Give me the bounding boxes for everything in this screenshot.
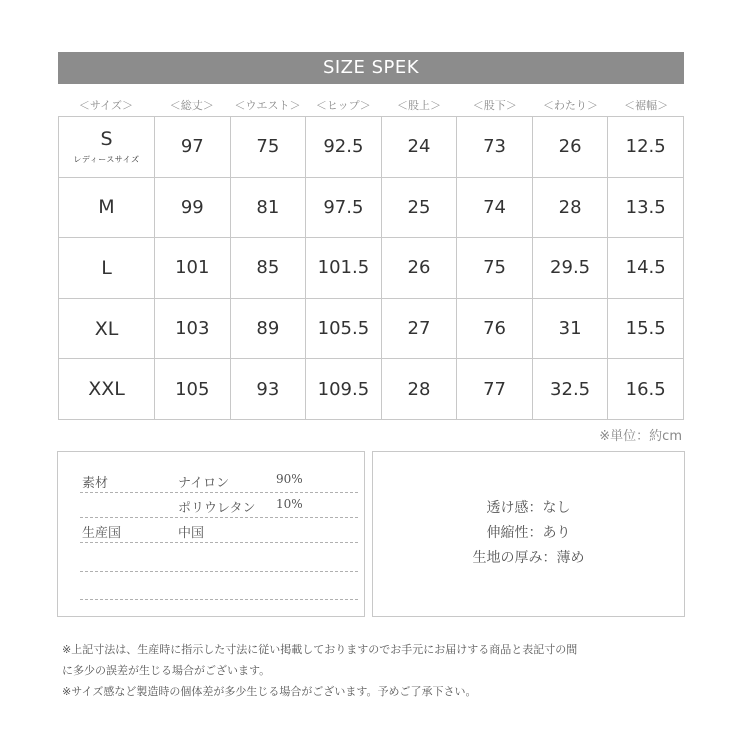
size-sub-label: レディースサイズ	[73, 155, 140, 165]
table-cell: 13.5	[608, 177, 684, 238]
size-cell: XXL	[59, 359, 155, 420]
table-row	[59, 238, 684, 299]
table-cell: 81	[230, 177, 306, 238]
table-cell: 75	[457, 238, 533, 299]
header-thigh: ＜わたり＞	[542, 99, 598, 112]
material-box	[57, 451, 365, 617]
table-cell: 101.5	[306, 238, 382, 299]
table-cell: 97.5	[306, 177, 382, 238]
material-nylon-pct: 90%	[276, 472, 303, 486]
table-cell: 31	[532, 298, 608, 359]
material-row	[80, 470, 358, 493]
header-inseam: ＜股下＞	[472, 99, 517, 112]
material-nylon: ナイロン	[178, 476, 230, 491]
size-cell: M	[59, 177, 155, 238]
header-size: ＜サイズ＞	[78, 99, 134, 112]
table-cell: 28	[532, 177, 608, 238]
size-spec-title: SIZE SPEK	[58, 52, 684, 84]
table-cell: 26	[381, 238, 457, 299]
table-cell: 75	[230, 117, 306, 178]
material-label: 素材	[82, 476, 109, 491]
footnotes	[62, 639, 702, 702]
unit-note: ※単位：約cm	[599, 429, 682, 444]
table-cell: 27	[381, 298, 457, 359]
table-cell: 109.5	[306, 359, 382, 420]
origin-label: 生産国	[82, 526, 122, 541]
table-row	[59, 177, 684, 238]
header-hem-width: ＜裾幅＞	[624, 99, 669, 112]
material-polyurethane-pct: 10%	[276, 497, 303, 511]
table-row	[59, 359, 684, 420]
table-cell: 16.5	[608, 359, 684, 420]
transparency-text: 透け感：なし	[486, 500, 571, 516]
size-table	[58, 116, 684, 420]
table-cell: 89	[230, 298, 306, 359]
table-cell: 25	[381, 177, 457, 238]
table-cell: 12.5	[608, 117, 684, 178]
fabric-feel-lines	[373, 496, 684, 571]
table-row	[59, 298, 684, 359]
table-cell: 92.5	[306, 117, 382, 178]
table-cell: 28	[381, 359, 457, 420]
footnote-line: ※上記寸法は、生産時に指示した寸法に従い掲載しておりますのでお手元にお届けする商品と表記寸の間	[62, 643, 578, 656]
table-cell: 15.5	[608, 298, 684, 359]
fabric-feel-box	[372, 451, 685, 617]
size-cell	[59, 117, 155, 178]
footnote-line: ※サイズ感など製造時の個体差が多少生じる場合がございます。予めご了承下さい。	[62, 685, 477, 698]
table-cell: 26	[532, 117, 608, 178]
empty-row	[80, 577, 358, 600]
table-row	[59, 117, 684, 178]
table-cell: 76	[457, 298, 533, 359]
material-polyurethane: ポリウレタン	[178, 501, 256, 516]
empty-row	[80, 549, 358, 572]
table-cell: 97	[155, 117, 231, 178]
table-cell: 74	[457, 177, 533, 238]
table-cell: 32.5	[532, 359, 608, 420]
size-cell: L	[59, 238, 155, 299]
table-cell: 101	[155, 238, 231, 299]
table-cell: 14.5	[608, 238, 684, 299]
table-cell: 103	[155, 298, 231, 359]
header-waist: ＜ウエスト＞	[234, 99, 301, 112]
table-cell: 85	[230, 238, 306, 299]
header-hip: ＜ヒップ＞	[315, 99, 371, 112]
material-row	[80, 495, 358, 518]
footnote-line: に多少の誤差が生じる場合がございます。	[62, 664, 271, 677]
table-cell: 29.5	[532, 238, 608, 299]
table-cell: 105	[155, 359, 231, 420]
thickness-text: 生地の厚み：薄め	[472, 550, 585, 566]
table-cell: 99	[155, 177, 231, 238]
table-cell: 24	[381, 117, 457, 178]
size-cell: XL	[59, 298, 155, 359]
table-cell: 77	[457, 359, 533, 420]
origin-row	[80, 520, 358, 543]
size-label: S	[100, 128, 113, 151]
header-rise: ＜股上＞	[396, 99, 441, 112]
table-cell: 105.5	[306, 298, 382, 359]
origin-value: 中国	[178, 526, 205, 541]
table-cell: 93	[230, 359, 306, 420]
stretch-text: 伸縮性：あり	[486, 525, 571, 541]
table-header-row	[58, 96, 684, 116]
table-cell: 73	[457, 117, 533, 178]
header-total-length: ＜総丈＞	[169, 99, 214, 112]
